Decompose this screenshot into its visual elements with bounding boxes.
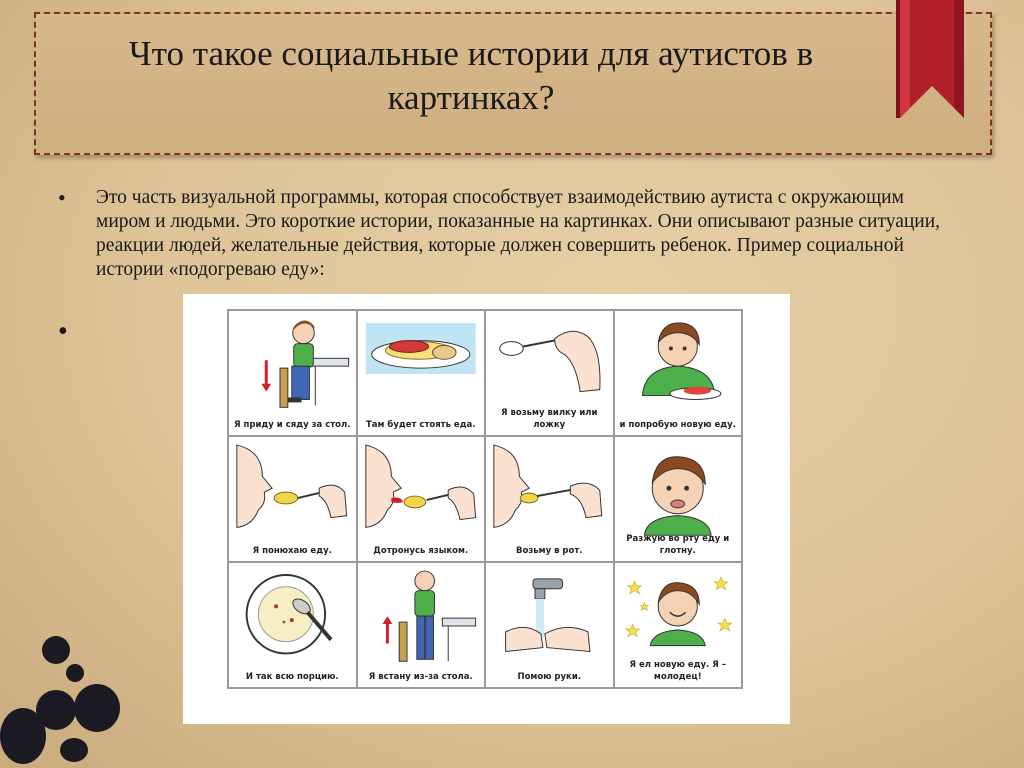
story-card xyxy=(614,562,743,688)
bullet-text: Это часть визуальной программы, которая способствует взаимодействию аутиста с окружающим миром и людьми. Это короткие истории, показанные на картинках. Они описывают разные ситуации, реакции людей, желательные действия, которые должен совершить ребенок. Пример социальной истории «подогреваю еду»: xyxy=(96,187,941,280)
boy-sitting-at-table-icon xyxy=(229,311,356,435)
story-caption: Я ел новую еду. Я – молодец! xyxy=(629,660,726,682)
boy-standing-up-icon xyxy=(358,563,485,687)
empty-plate-with-spoon-icon xyxy=(229,563,356,687)
boy-eating-icon xyxy=(615,311,742,435)
story-card xyxy=(228,562,357,688)
face-mouth-spoon-icon xyxy=(486,437,613,561)
story-caption: И так всю порцию. xyxy=(245,672,339,682)
washing-hands-icon xyxy=(486,563,613,687)
story-caption: Я приду и сяду за стол. xyxy=(234,420,351,430)
story-card xyxy=(357,562,486,688)
bullet-item xyxy=(58,186,958,282)
story-caption: Я понюхаю еду. xyxy=(252,546,332,556)
slide-title: Что такое социальные истории для аутистов в картинках? xyxy=(128,34,814,117)
story-caption: Возьму в рот. xyxy=(516,546,583,556)
title-box xyxy=(34,12,992,155)
story-card xyxy=(614,310,743,436)
bullet-symbol: • xyxy=(58,185,66,210)
story-caption: Разжую во рту еду и глотну. xyxy=(626,534,730,556)
story-card xyxy=(228,310,357,436)
plate-of-food-icon xyxy=(358,311,485,435)
story-caption: Дотронусь языком. xyxy=(373,546,469,556)
empty-bullet: • xyxy=(58,316,68,347)
face-smelling-spoon-icon xyxy=(229,437,356,561)
story-card xyxy=(228,436,357,562)
story-caption: и попробую новую еду. xyxy=(619,420,736,430)
story-grid xyxy=(227,309,743,689)
story-caption: Помою руки. xyxy=(517,672,582,682)
story-caption: Я встану из-за стола. xyxy=(368,672,473,682)
story-caption: Я возьму вилку или ложку xyxy=(501,408,598,430)
bookmark-ribbon-icon xyxy=(896,0,964,118)
story-card xyxy=(357,310,486,436)
story-card xyxy=(614,436,743,562)
face-tongue-spoon-icon xyxy=(358,437,485,561)
story-card xyxy=(485,310,614,436)
social-story-image xyxy=(183,294,790,724)
story-card xyxy=(357,436,486,562)
story-caption: Там будет стоять еда. xyxy=(365,420,476,430)
bullet-list xyxy=(58,186,958,282)
story-card xyxy=(485,562,614,688)
story-card xyxy=(485,436,614,562)
